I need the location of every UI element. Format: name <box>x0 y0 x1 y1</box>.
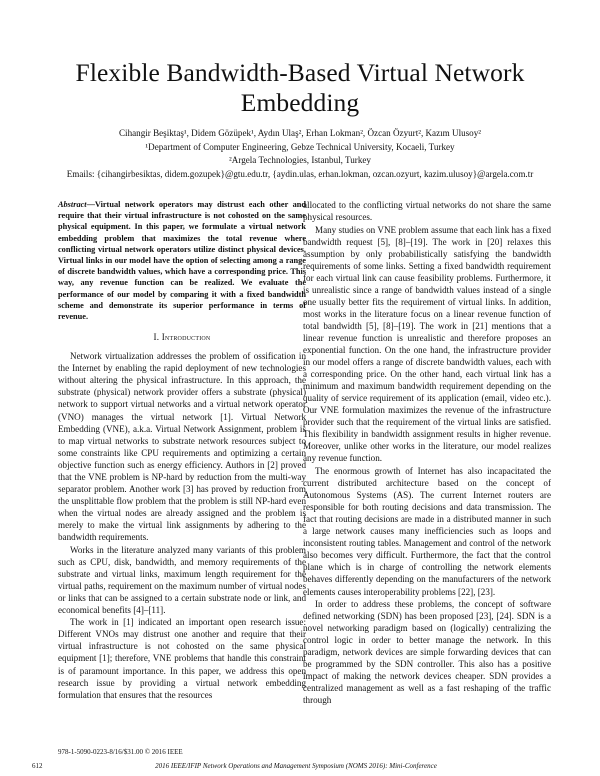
right-paragraph-2: Many studies on VNE problem assume that each link has a fixed bandwidth request [5], [8]–[19]. The work in [20] relaxes this assumption by only probabilistically satisfying the bandwidth requirements of some links. Setting a fixed bandwidth requirement for each virtual link can cause feasibility problems. Furthermore, it is unrealistic since a range of bandwidth values instead of a single one usually better fits the requirement of virtual links. In addition, most works in the literature focus on a linear revenue function of total bandwidth [5], [8]–[19]. The work in [21] mentions that a linear revenue function is unrealistic and therefore proposes an exponential function. On the one hand, the infrastructure provider in our model offers a range of discrete bandwidth values, each with a corresponding price. On the other hand, each virtual link has a minimum and maximum bandwidth requirement depending on the quality of service requirement of its application (email, video etc.). Our VNE formulation maximizes the revenue of the infrastructure provider such that the requirement of the virtual links are satisfied. This flexibility in bandwidth assignment results in higher revenue. Moreover, unlike other works in the literature, our model realizes any revenue function. <box>303 224 551 464</box>
authors-line: Cihangir Beşiktaş¹, Didem Gözüpek¹, Aydın Ulaş², Erhan Lokman², Özcan Özyurt², Kazım Ulusoy² <box>118 128 482 138</box>
emails-line: Emails: {cihangirbesiktas, didem.gozupek}@gtu.edu.tr, {aydin.ulas, erhan.lokman, ozcan.ozyurt, kazim.ulusoy}@argela.com.tr <box>66 168 534 179</box>
intro-paragraph-1: Network virtualization addresses the problem of ossification in the Internet by enabling the rapid deployment of new technologies without altering the physical infrastructure. In this approach, the substrate (physical) network provider offers a substrate (physical) network to support virtual networks and a virtual network operator (VNO) manages the virtual network [1]. Virtual Network Embedding (VNE), a.k.a. Virtual Network Assignment, problem is to map virtual networks to substrate network resources subject to some constraints like CPU requirements and optimizing a certain objective function such as energy efficiency. Authors in [2] proved that the VNE problem is NP-hard by reduction from the multi-way separator problem. Another work [3] has proved by reduction from the unsplittable flow problem that the problem is still NP-hard even when the virtual nodes are already assigned and the problem is merely to make the virtual link assignments by adhering to the bandwidth requirements. <box>58 351 306 542</box>
page-footer <box>32 762 560 770</box>
affiliation-1: ¹Department of Computer Engineering, Gebze Technical University, Kocaeli, Turkey <box>145 141 455 152</box>
author-block <box>40 127 560 181</box>
abstract-lead: Abstract <box>58 200 87 209</box>
paper-title: Flexible Bandwidth-Based Virtual Network Embedding <box>75 58 525 117</box>
left-column <box>58 199 306 701</box>
right-paragraph-1: allocated to the conflicting virtual networks do not share the same physical resources. <box>303 200 551 223</box>
affiliation-2: ²Argela Technologies, Istanbul, Turkey <box>229 155 371 165</box>
intro-paragraph-3: The work in [1] indicated an important open research issue: Different VNOs may distrust one another and require that their virtual infrastructure is not cohosted on the same physical equipment [1]; therefore, VNE problems that handle this constraint is of paramount importance. In this paper, we address this open research issue by providing a virtual network embedding formulation that ensures that the resources <box>58 617 306 700</box>
section-number: I. <box>153 332 160 343</box>
right-paragraph-4: In order to address these problems, the concept of software defined networking (SDN) has been proposed [23], [24]. SDN is a novel networking paradigm based on (logically) centralizing the control logic in order to better manage the network. In this paradigm, network devices are simple forwarding devices that can be programmed by the SDN controller. This also has a positive impact of making the network devices cheaper. SDN provides a centralized management as well as a fast reshaping of the traffic through <box>303 599 551 706</box>
abstract <box>58 199 306 322</box>
section-title: Introduction <box>161 332 211 343</box>
conference-name: 2016 IEEE/IFIP Network Operations and Management Symposium (NOMS 2016): Mini-Conference <box>155 762 437 770</box>
page-number: 612 <box>32 762 43 770</box>
abstract-body: —Virtual network operators may distrust each other and require that their virtual infrastructure is not cohosted on the same physical equipment. In this paper, we formulate a virtual network embedding problem that maximizes the total revenue where conflicting virtual network operators utilize distinct physical devices. Virtual links in our model have the option of selecting among a range of discrete bandwidth values, which have a corresponding price. This way, any revenue function can be realized. We evaluate the performance of our model by comparing it with a fixed bandwidth scheme and demonstrate its superior performance in terms of revenue. <box>58 200 306 322</box>
right-column <box>303 199 551 706</box>
intro-paragraph-2: Works in the literature analyzed many variants of this problem such as CPU, disk, bandwidth, and memory requirements of the substrate and virtual links, maximum length requirement for the virtual paths, requirement on the maximum number of virtual nodes or links that can be assigned to a certain substrate node or link, and economical benefits [4]–[11]. <box>58 544 306 615</box>
copyright-notice: 978-1-5090-0223-8/16/$31.00 © 2016 IEEE <box>58 748 183 756</box>
section-heading-introduction <box>58 331 306 343</box>
right-paragraph-3: The enormous growth of Internet has also incapacitated the current distributed architecture based on the concept of Autonomous Systems (AS). The current Internet routers are responsible for both routing decisions and data transmission. The fact that routing decisions are made in a distributed manner in such a large network causes many inefficiencies such as loops and inconsistent routing tables. Management and control of the network also becomes very difficult. Furthermore, the fact that the control plane which is in charge of controlling the network elements behaves differently depending on the manufacturers of the network elements causes interoperability problems [22], [23]. <box>303 466 551 597</box>
